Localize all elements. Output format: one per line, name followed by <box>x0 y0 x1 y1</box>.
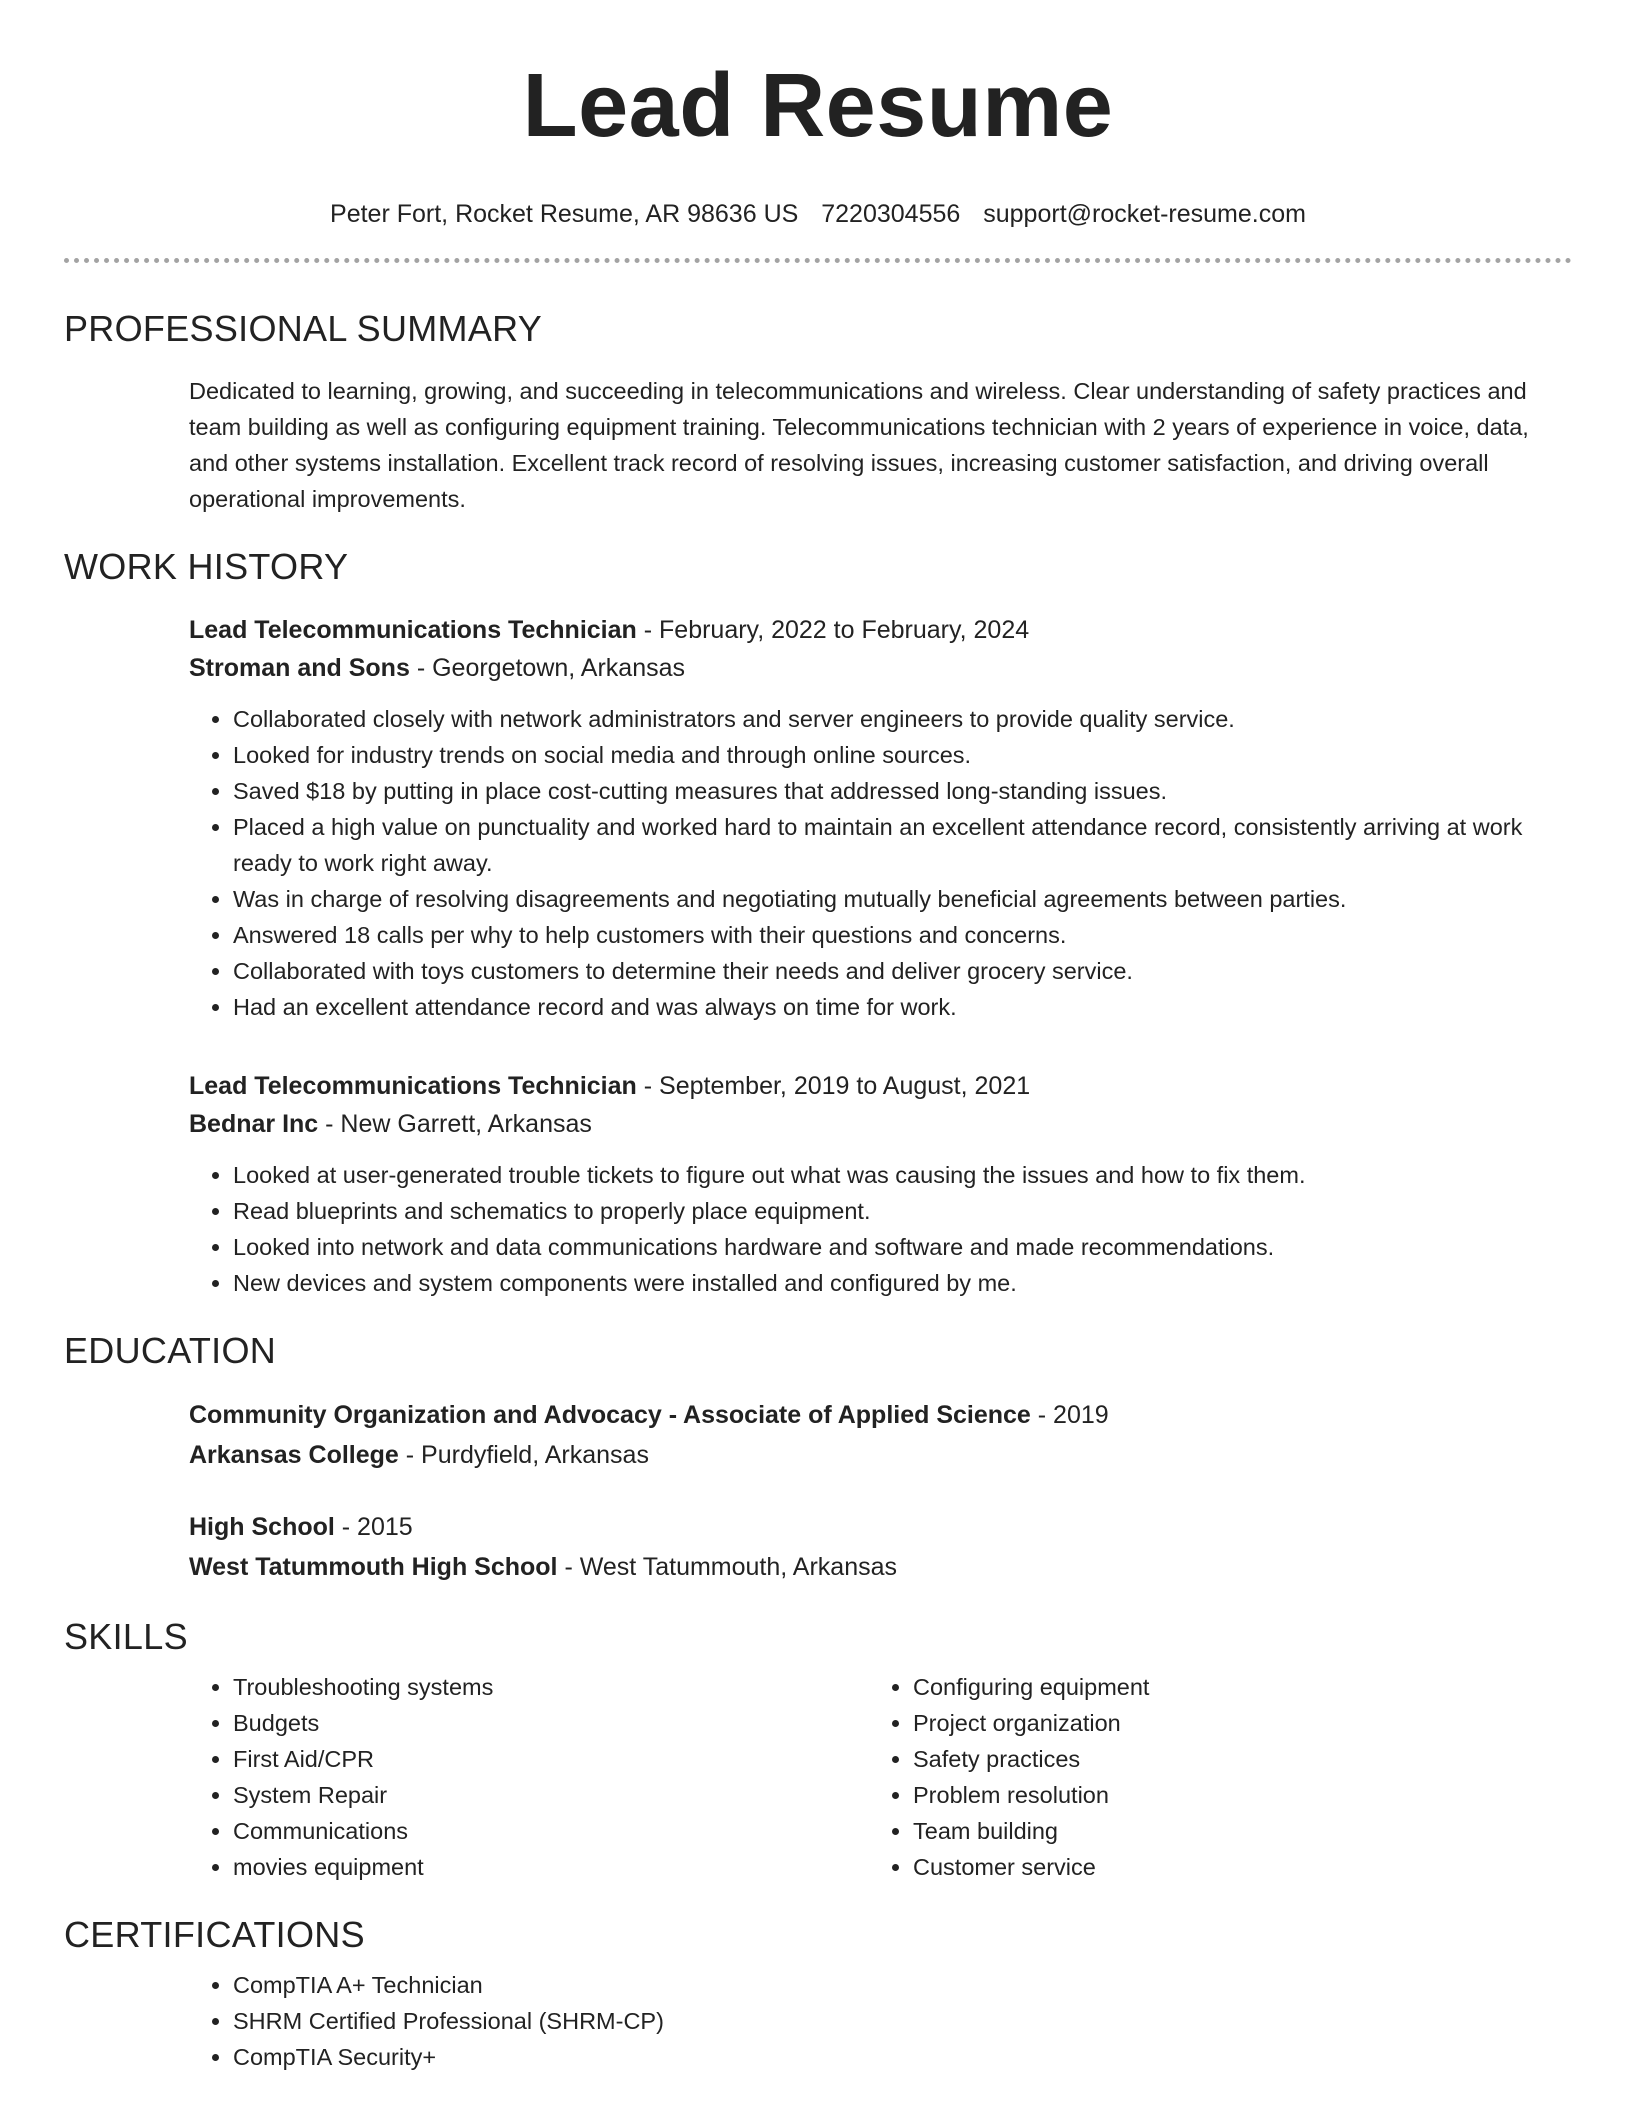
contact-address: Peter Fort, Rocket Resume, AR 98636 US <box>330 200 799 228</box>
education-year: - 2015 <box>334 1513 413 1541</box>
education-degree-line <box>189 1395 1572 1435</box>
job-entry <box>189 1067 1572 1301</box>
job-bullet: • Collaborated with toys customers to determine their needs and deliver grocery service. <box>233 953 1572 989</box>
resume-title: Lead Resume <box>522 56 1114 156</box>
education-entry <box>189 1507 1572 1587</box>
skill-item: • Budgets <box>233 1705 869 1741</box>
job-bullet: • Had an excellent attendance record and was always on time for work. <box>233 989 1572 1025</box>
skill-item: • Troubleshooting systems <box>233 1669 869 1705</box>
job-title: Lead Telecommunications Technician <box>189 1072 637 1100</box>
contact-phone: 7220304556 <box>821 200 961 228</box>
work-history-heading: WORK HISTORY <box>64 546 349 587</box>
skill-item: • Safety practices <box>913 1741 1549 1777</box>
summary-section <box>64 373 1572 517</box>
job-bullet: • Saved $18 by putting in place cost-cutting measures that addressed long-standing issues. <box>233 773 1572 809</box>
work-history-section <box>64 611 1572 1301</box>
job-bullet: • New devices and system components were installed and configured by me. <box>233 1265 1572 1301</box>
certification-item: • CompTIA Security+ <box>233 2039 1572 2075</box>
skill-item: • movies equipment <box>233 1849 869 1885</box>
education-location: - Purdyfield, Arkansas <box>398 1441 649 1469</box>
job-bullet: • Placed a high value on punctuality and worked hard to maintain an excellent attendance record, consistently arriving at work ready to work right away. <box>233 809 1572 881</box>
job-bullet: • Answered 18 calls per why to help customers with their questions and concerns. <box>233 917 1572 953</box>
job-dates: - February, 2022 to February, 2024 <box>636 616 1030 644</box>
skill-item: • Team building <box>913 1813 1549 1849</box>
certification-item: • CompTIA A+ Technician <box>233 1967 1572 2003</box>
certifications-list <box>189 1967 1572 2075</box>
job-bullets <box>189 1157 1572 1301</box>
job-location: - New Garrett, Arkansas <box>318 1110 592 1138</box>
skills-section <box>64 1669 1572 1885</box>
skill-item: • Problem resolution <box>913 1777 1549 1813</box>
skills-grid <box>189 1669 1572 1885</box>
job-company-line <box>189 649 1572 687</box>
education-entry <box>189 1395 1572 1475</box>
skills-list-left <box>189 1669 869 1885</box>
education-degree: Community Organization and Advocacy - Associate of Applied Science <box>189 1401 1031 1429</box>
education-location: - West Tatummouth, Arkansas <box>557 1553 898 1581</box>
job-dates: - September, 2019 to August, 2021 <box>636 1072 1031 1100</box>
job-bullet: • Read blueprints and schematics to properly place equipment. <box>233 1193 1572 1229</box>
education-section <box>64 1395 1572 1587</box>
contact-email: support@rocket-resume.com <box>983 200 1306 228</box>
summary-text: Dedicated to learning, growing, and succeeding in telecommunications and wireless. Clear understanding of safety practices and team building as well as configuring equipment training. Telecommunications technician with 2 years of experience in voice, data, and other systems installation. Excellent track record of resolving issues, increasing customer satisfaction, and driving overall operational improvements. <box>189 378 1529 512</box>
skill-item: • System Repair <box>233 1777 869 1813</box>
resume-page <box>64 0 1572 2075</box>
job-entry <box>189 611 1572 1025</box>
summary-heading: PROFESSIONAL SUMMARY <box>64 308 543 349</box>
skill-item: • Configuring equipment <box>913 1669 1549 1705</box>
education-school: West Tatummouth High School <box>189 1553 558 1581</box>
skill-item: • Customer service <box>913 1849 1549 1885</box>
job-company: Bednar Inc <box>189 1110 319 1138</box>
skill-item: • First Aid/CPR <box>233 1741 869 1777</box>
job-title-line <box>189 611 1572 649</box>
job-bullet: • Looked for industry trends on social media and through online sources. <box>233 737 1572 773</box>
job-title: Lead Telecommunications Technician <box>189 616 637 644</box>
job-bullet: • Was in charge of resolving disagreements and negotiating mutually beneficial agreements between parties. <box>233 881 1572 917</box>
header-divider <box>64 258 1572 263</box>
education-school-line <box>189 1435 1572 1475</box>
job-title-line <box>189 1067 1572 1105</box>
job-bullet: • Collaborated closely with network administrators and server engineers to provide quality service. <box>233 701 1572 737</box>
job-company-line <box>189 1105 1572 1143</box>
education-degree-line <box>189 1507 1572 1547</box>
education-degree: High School <box>189 1513 335 1541</box>
education-year: - 2019 <box>1030 1401 1109 1429</box>
skill-item: • Communications <box>233 1813 869 1849</box>
skill-item: • Project organization <box>913 1705 1549 1741</box>
certifications-heading: CERTIFICATIONS <box>64 1914 365 1955</box>
skills-heading: SKILLS <box>64 1616 188 1657</box>
job-bullets <box>189 701 1572 1025</box>
certifications-section <box>64 1967 1572 2075</box>
education-school: Arkansas College <box>189 1441 399 1469</box>
contact-line <box>64 198 1572 230</box>
job-bullet: • Looked at user-generated trouble tickets to figure out what was causing the issues and how to fix them. <box>233 1157 1572 1193</box>
job-bullet: • Looked into network and data communications hardware and software and made recommendations. <box>233 1229 1572 1265</box>
job-location: - Georgetown, Arkansas <box>409 654 686 682</box>
education-school-line <box>189 1547 1572 1587</box>
skills-list-right <box>869 1669 1549 1885</box>
certification-item: • SHRM Certified Professional (SHRM-CP) <box>233 2003 1572 2039</box>
education-heading: EDUCATION <box>64 1330 277 1371</box>
job-company: Stroman and Sons <box>189 654 410 682</box>
